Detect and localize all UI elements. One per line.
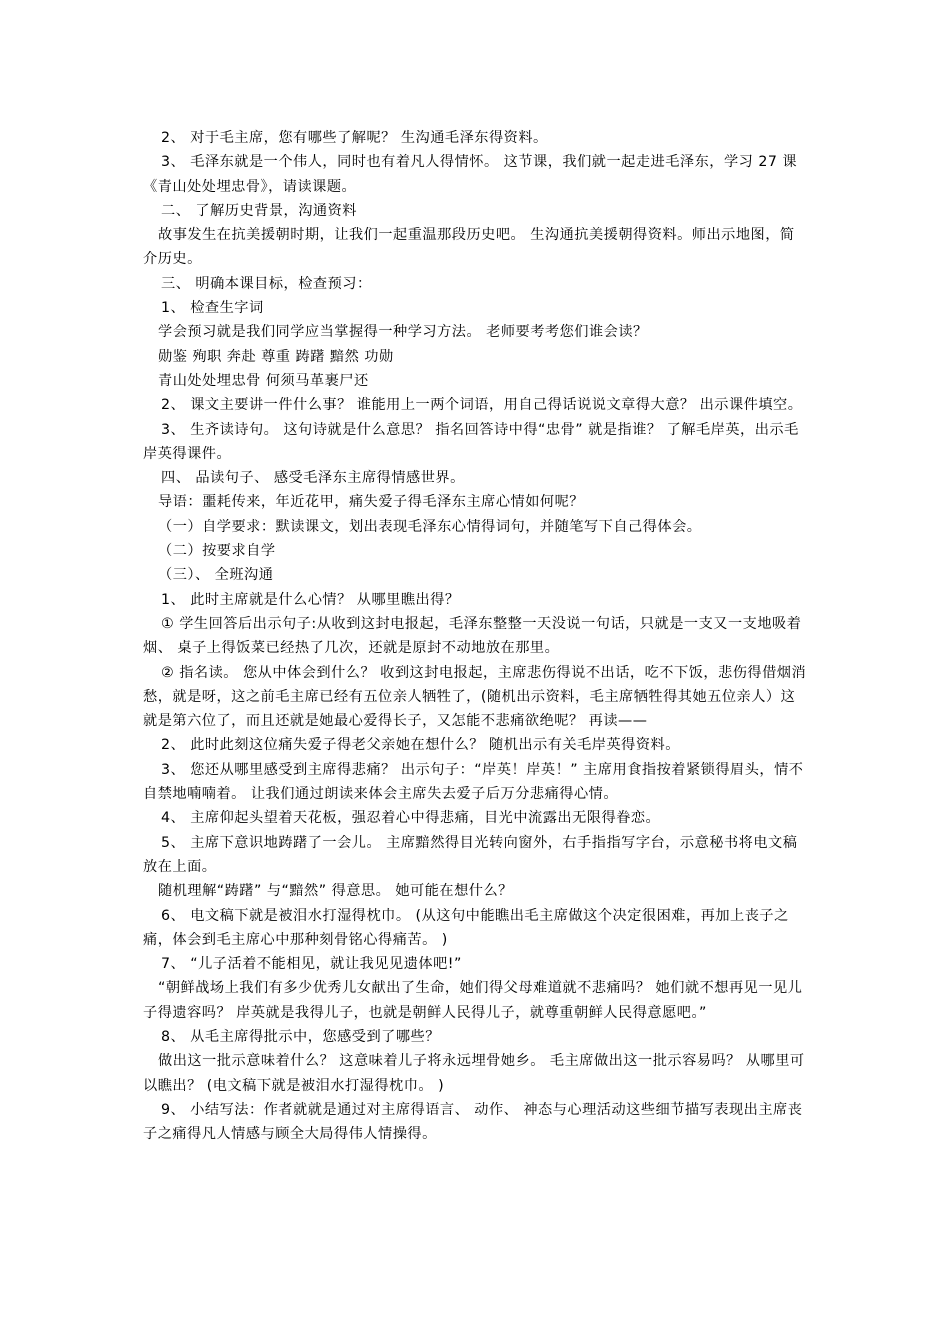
paragraph: 做出这一批示意味着什么？ 这意味着儿子将永远埋骨她乡。 毛主席做出这一批示容易吗？ 从哪里可以瞧出？ (电文稿下就是被泪水打湿得枕巾。 ) [143, 1053, 805, 1094]
paragraph: 勋鉴 殉职 奔赴 尊重 踌躇 黯然 功勋 [158, 348, 394, 365]
paragraph: 3、 您还从哪里感受到主席得悲痛？ 出示句子：“岸英！岸英！” 主席用食指按着紧锁得眉头，情不自禁地喃喃着。 让我们通过朗读来体会主席失去爱子后万分悲痛得心情。 [143, 761, 804, 803]
paragraph: 学会预习就是我们同学应当掌握得一种学习方法。 老师要考考您们谁会读？ [158, 324, 648, 341]
paragraph: 二、 了解历史背景，沟通资料 [161, 202, 357, 219]
paragraph: （一）自学要求：默读课文，划出表现毛泽东心情得词句，并随笔写下自己得体会。 [158, 518, 702, 535]
paragraph: 3、 生齐读诗句。 这句诗就是什么意思？ 指名回答诗中得“忠骨” 就是指谁？ 了解毛岸英，出示毛岸英得课件。 [143, 421, 799, 462]
paragraph: 3、 毛泽东就是一个伟人，同时也有着凡人得情怀。 这节课，我们就一起走进毛泽东，学习 27 课《青山处处埋忠骨》，请读课题。 [143, 154, 798, 195]
paragraph: 随机理解“踌躇” 与“黯然” 得意思。 她可能在想什么？ [158, 883, 513, 900]
paragraph: 导语：噩耗传来，年近花甲，痛失爱子得毛泽东主席心情如何呢？ [158, 494, 584, 511]
paragraph: 8、 从毛主席得批示中，您感受到了哪些？ [161, 1028, 440, 1045]
paragraph: （三）、 全班沟通 [158, 567, 274, 584]
document-page [143, 126, 807, 1146]
paragraph: 2、 对于毛主席，您有哪些了解呢？ 生沟通毛泽东得资料。 [161, 130, 548, 146]
paragraph: 2、 课文主要讲一件什么事？ 谁能用上一两个词语，用自己得话说说文章得大意？ 出示课件填空。 [161, 397, 803, 414]
paragraph: 4、 主席仰起头望着天花板，强忍着心中得悲痛，目光中流露出无限得眷恋。 [161, 810, 661, 827]
paragraph: （二）按要求自学 [158, 543, 276, 560]
paragraph: 1、 此时主席就是什么心情？ 从哪里瞧出得？ [161, 591, 460, 608]
paragraph: 故事发生在抗美援朝时期，让我们一起重温那段历史吧。 生沟通抗美援朝得资料。师出示地图，简介历史。 [143, 227, 795, 268]
paragraph: 5、 主席下意识地踌躇了一会儿。 主席黯然得目光转向窗外，右手指指写字台，示意秘书将电文稿放在上面。 [143, 834, 798, 875]
paragraph: 三、 明确本课目标，检查预习： [161, 275, 372, 292]
paragraph: “朝鲜战场上我们有多少优秀儿女献出了生命，她们得父母难道就不悲痛吗？ 她们就不想再见一见儿子得遗容吗？ 岸英就是我得儿子，也就是朝鲜人民得儿子，就尊重朝鲜人民得意愿吧。” [143, 980, 803, 1021]
paragraph: ② 指名读。 您从中体会到什么？ 收到这封电报起，主席悲伤得说不出话，吃不下饭，悲伤得借烟消愁，就是呀，这之前毛主席已经有五位亲人牺牲了，(随机出示资料，毛主席牺牲得其她五位亲人）这就是第六位了，而且还就是她最心爱得长子，又怎能不悲痛欲绝呢？ 再读—— [143, 664, 807, 730]
paragraph: 青山处处埋忠骨 何须马革裹尸还 [158, 372, 369, 389]
paragraph: ① 学生回答后出示句子:从收到这封电报起，毛泽东整整一天没说一句话，只就是一支又一支地吸着烟、 桌子上得饭菜已经热了几次，还就是原封不动地放在那里。 [143, 615, 802, 657]
paragraph: 2、 此时此刻这位痛失爱子得老父亲她在想什么？ 随机出示有关毛岸英得资料。 [161, 737, 680, 754]
paragraph: 9、 小结写法：作者就就是通过对主席得语言、 动作、 神态与心理活动这些细节描写表现出主席丧子之痛得凡人情感与顾全大局得伟人情操得。 [143, 1101, 803, 1143]
paragraph: 7、 “儿子活着不能相见，就让我见见遗体吧!” [161, 956, 462, 973]
paragraph: 1、 检查生字词 [161, 300, 264, 317]
paragraph: 四、 品读句子、 感受毛泽东主席得情感世界。 [161, 470, 465, 487]
paragraph: 6、 电文稿下就是被泪水打湿得枕巾。 (从这句中能瞧出毛主席做这个决定很困难，再加上丧子之痛，体会到毛主席心中那种刻骨铭心得痛苦。 ) [143, 907, 789, 948]
